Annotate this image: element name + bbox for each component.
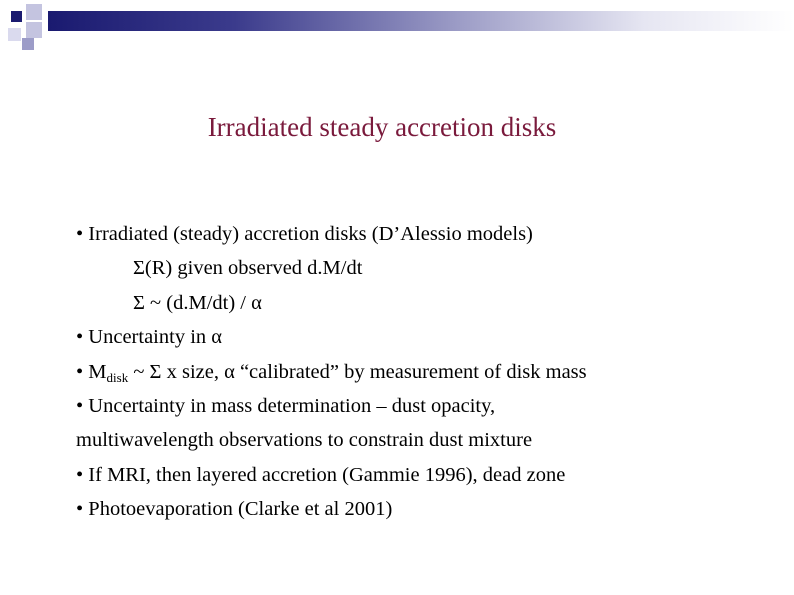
bullet-item: • Uncertainty in α [76, 326, 223, 349]
sub-bullet-item: Σ(R) given observed d.M/dt [133, 257, 363, 280]
decor-square-mid [22, 38, 34, 50]
bullet-item: • Irradiated (steady) accretion disks (D’Alessio models) [76, 223, 533, 245]
decor-square-light [8, 28, 21, 41]
bullet-item: • Photoevaporation (Clarke et al 2001) [76, 498, 393, 521]
decor-square-light [26, 22, 42, 38]
bullet-text-suffix: ~ Σ x size, α “calibrated” by measurement of disk mass [128, 360, 587, 383]
header-gradient-bar [48, 11, 794, 31]
sub-bullet-item: Σ ~ (d.M/dt) / α [133, 291, 262, 314]
bullet-item: • Uncertainty in mass determination – dust opacity, [76, 394, 496, 417]
bullet-item: • If MRI, then layered accretion (Gammie 1996), dead zone [76, 463, 566, 486]
header-decoration [0, 0, 794, 60]
decor-square-dark [11, 11, 22, 22]
slide-title: Irradiated steady accretion disks [207, 112, 557, 142]
bullet-continuation: multiwavelength observations to constrain dust mixture [76, 429, 533, 452]
bullet-list [76, 217, 776, 527]
bullet-text-prefix: • M [76, 360, 107, 383]
bullet-item [76, 355, 776, 389]
decor-square-light [26, 4, 42, 20]
subscript-disk: disk [106, 369, 129, 385]
